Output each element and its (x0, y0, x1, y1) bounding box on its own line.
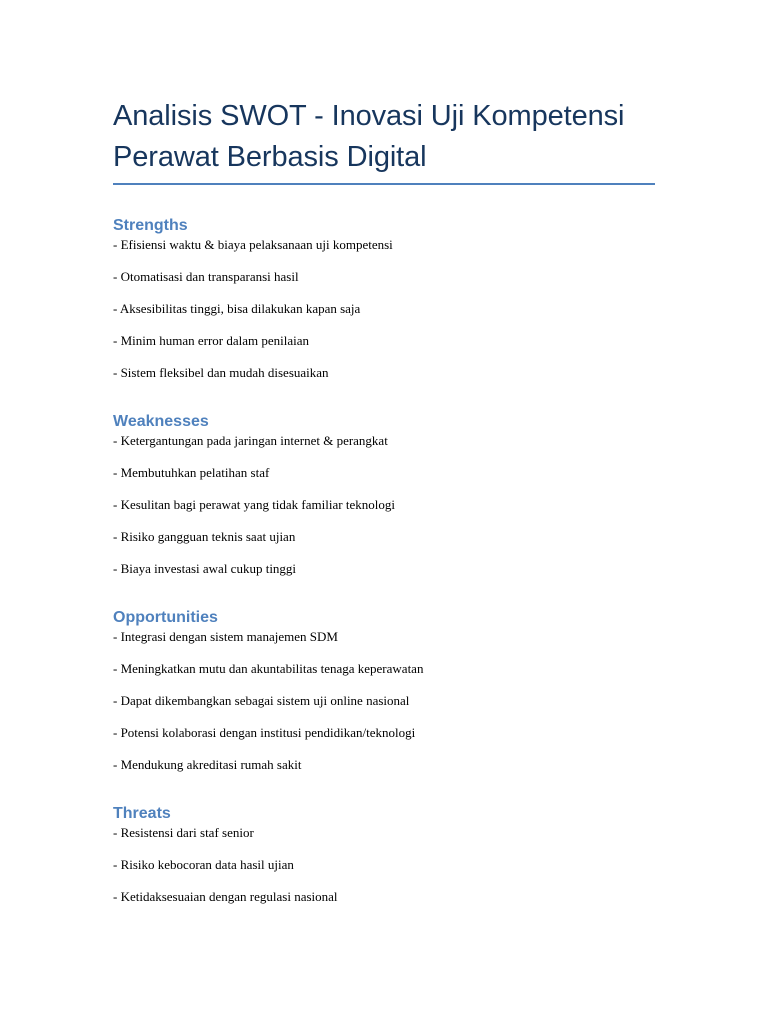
title-underline-divider (113, 183, 655, 185)
document-title-line-2: Perawat Berbasis Digital (113, 141, 427, 173)
list-item: - Membutuhkan pelatihan staf (113, 465, 270, 480)
list-item: - Biaya investasi awal cukup tinggi (113, 561, 297, 576)
section-heading-weaknesses: Weaknesses (113, 413, 209, 430)
list-item: - Mendukung akreditasi rumah sakit (113, 757, 302, 772)
list-item: - Integrasi dengan sistem manajemen SDM (113, 629, 338, 644)
section-heading-opportunities: Opportunities (113, 609, 218, 626)
list-item: - Efisiensi waktu & biaya pelaksanaan uji kompetensi (113, 237, 393, 252)
list-item: - Risiko kebocoran data hasil ujian (113, 857, 294, 872)
list-item: - Risiko gangguan teknis saat ujian (113, 529, 296, 544)
list-item: - Minim human error dalam penilaian (113, 333, 310, 348)
section-opportunities (113, 608, 655, 773)
document-title (113, 0, 655, 178)
threats-list (113, 825, 655, 905)
document-title-line-1: Analisis SWOT - Inovasi Uji Kompetensi (113, 100, 625, 132)
list-item: - Meningkatkan mutu dan akuntabilitas tenaga keperawatan (113, 661, 424, 676)
document-page (113, 0, 655, 905)
opportunities-list (113, 629, 655, 773)
list-item: - Resistensi dari staf senior (113, 825, 254, 840)
strengths-list (113, 237, 655, 381)
section-weaknesses (113, 412, 655, 577)
weaknesses-list (113, 433, 655, 577)
section-threats (113, 804, 655, 905)
section-heading-strengths: Strengths (113, 217, 188, 234)
section-heading-threats: Threats (113, 805, 171, 822)
section-strengths (113, 216, 655, 381)
list-item: - Aksesibilitas tinggi, bisa dilakukan kapan saja (113, 301, 361, 316)
list-item: - Sistem fleksibel dan mudah disesuaikan (113, 365, 329, 380)
list-item: - Dapat dikembangkan sebagai sistem uji online nasional (113, 693, 410, 708)
list-item: - Potensi kolaborasi dengan institusi pendidikan/teknologi (113, 725, 416, 740)
list-item: - Otomatisasi dan transparansi hasil (113, 269, 299, 284)
list-item: - Ketidaksesuaian dengan regulasi nasional (113, 889, 338, 904)
list-item: - Ketergantungan pada jaringan internet & perangkat (113, 433, 388, 448)
list-item: - Kesulitan bagi perawat yang tidak familiar teknologi (113, 497, 395, 512)
